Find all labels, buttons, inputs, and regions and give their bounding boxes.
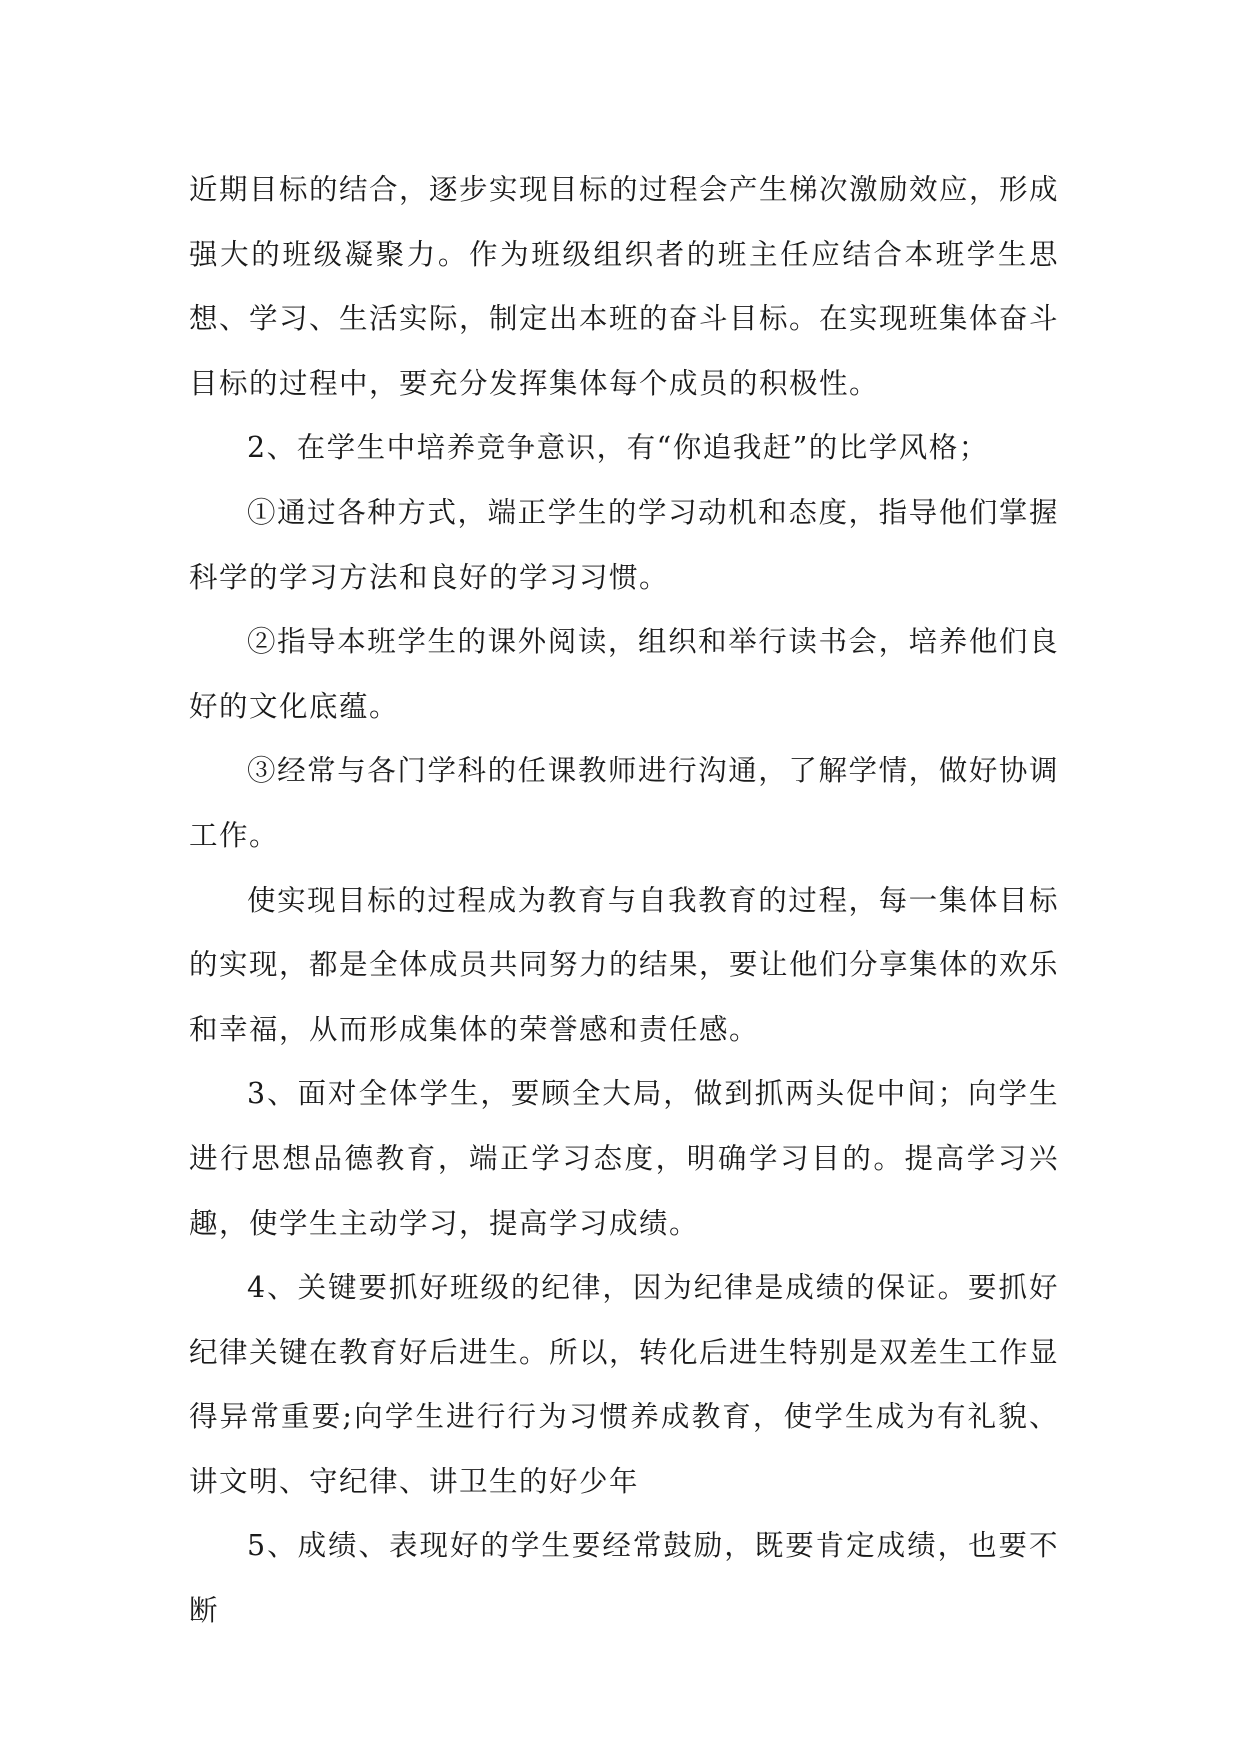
- paragraph-7: 3、面对全体学生，要顾全大局，做到抓两头促中间；向学生进行思想品德教育，端正学习态度，明确学习目的。提高学习兴趣，使学生主动学习，提高学习成绩。: [189, 1077, 1059, 1240]
- document-body: [189, 158, 1059, 1644]
- paragraph-2: 2、在学生中培养竞争意识，有“你追我赶”的比学风格；: [247, 431, 989, 465]
- paragraph-9: 5、成绩、表现好的学生要经常鼓励，既要肯定成绩，也要不断: [189, 1529, 1059, 1628]
- paragraph-6: 使实现目标的过程成为教育与自我教育的过程，每一集体目标的实现，都是全体成员共同努力的结果，要让他们分享集体的欢乐和幸福，从而形成集体的荣誉感和责任感。: [189, 883, 1060, 1046]
- paragraph-1: 近期目标的结合，逐步实现目标的过程会产生梯次激励效应，形成强大的班级凝聚力。作为班级组织者的班主任应结合本班学生思想、学习、生活实际，制定出本班的奋斗目标。在实现班集体奋斗目标的过程中，要充分发挥集体每个成员的积极性。: [189, 173, 1060, 400]
- paragraph-8: 4、关键要抓好班级的纪律，因为纪律是成绩的保证。要抓好纪律关键在教育好后进生。所以，转化后进生特别是双差生工作显得异常重要;向学生进行行为习惯养成教育，使学生成为有礼貌、讲文明、守纪律、讲卫生的好少年: [189, 1271, 1060, 1498]
- paragraph-4: ②指导本班学生的课外阅读，组织和举行读书会，培养他们良好的文化底蕴。: [189, 625, 1059, 723]
- paragraph-3: ①通过各种方式，端正学生的学习动机和态度，指导他们掌握科学的学习方法和良好的学习习惯。: [189, 495, 1059, 594]
- paragraph-5: ③经常与各门学科的任课教师进行沟通，了解学情，做好协调工作。: [189, 754, 1059, 852]
